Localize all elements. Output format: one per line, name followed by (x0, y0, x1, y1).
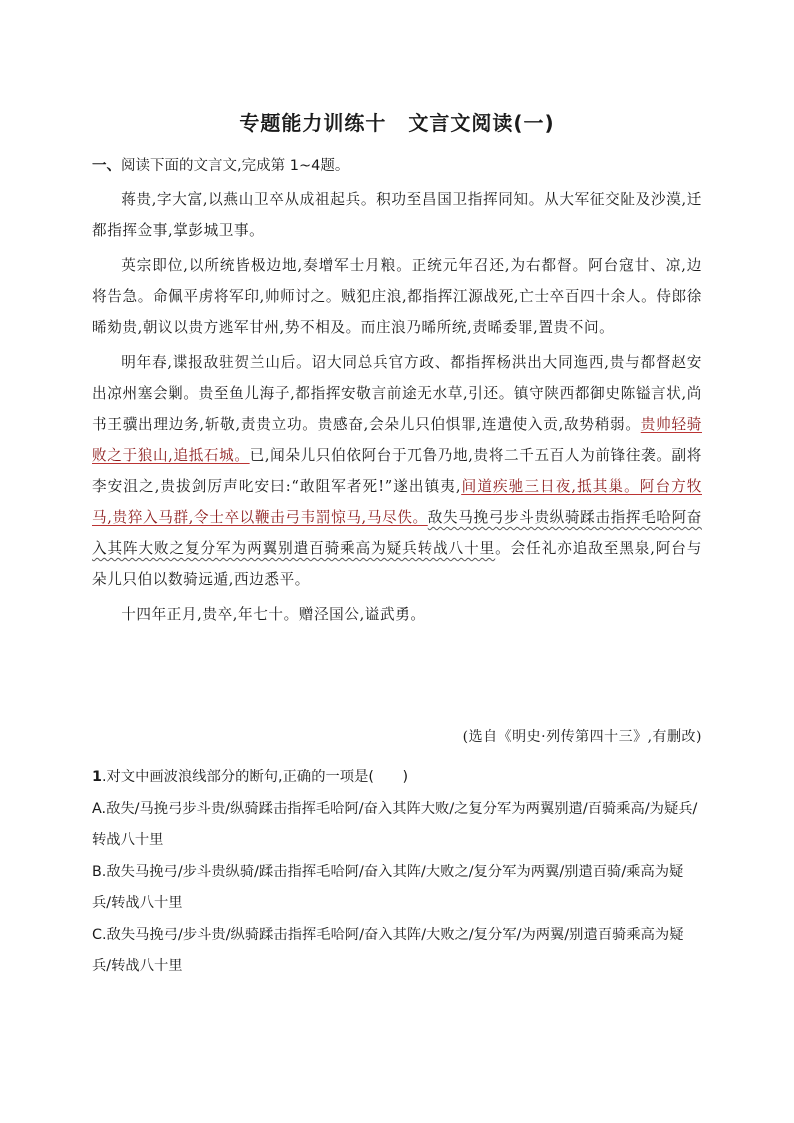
title-topic: 专题能力训练十 (239, 111, 387, 135)
underlined-sentence-1: 贵帅轻骑败之于狼山,追抵石城。 (92, 416, 702, 464)
passage-text: 已,闻朵儿只伯依阿台于兀鲁乃地,贵将二千五百人为前锋往袭。副将李安沮之,贵拔剑厉声叱安曰:“敢阻军者死!”遂出镇夷, (92, 447, 702, 495)
passage-text: 。会任礼亦追敌至黑泉,阿台与朵儿只伯以数骑远遁,西边悉平。 (92, 540, 702, 588)
question-text: .对文中画波浪线部分的断句,正确的一项是( ) (101, 769, 409, 785)
option-a: A.敌失/马挽弓步斗贵/纵骑蹂击指挥毛哈阿/奋入其阵大败/之复分军为两翼别遣/百骑乘高/为疑兵/转战八十里 (92, 800, 698, 848)
option-c: C.敌失马挽弓/步斗贵/纵骑蹂击指挥毛哈阿/奋入其阵/大败之/复分军/为两翼/别遣百骑乘高为疑兵/转战八十里 (92, 926, 684, 974)
source-citation: (选自《明史·列传第四十三》,有删改) (462, 729, 702, 745)
option-b: B.敌失马挽弓/步斗贵纵骑/蹂击指挥毛哈阿/奋入其阵/大败之/复分军为两翼/别遣百骑/乘高为疑兵/转战八十里 (92, 863, 684, 911)
question-stem (92, 762, 702, 794)
classical-passage (92, 184, 702, 634)
title-subject: 文言文阅读(一) (408, 111, 555, 135)
passage-paragraph-4: 十四年正月,贵卒,年七十。赠泾国公,谥武勇。 (121, 606, 426, 623)
question-1 (92, 762, 702, 983)
section-instruction: 阅读下面的文言文,完成第 1~4题。 (121, 158, 350, 174)
section-heading (92, 154, 349, 175)
passage-paragraph-2: 英宗即位,以所统皆极边地,奏增军士月粮。正统元年召还,为右都督。阿台寇甘、凉,边将告急。命佩平虏将军印,帅师讨之。贼犯庄浪,都指挥江源战死,亡士卒百四十余人。侍郎徐晞劾贵,朝议以贵方逃军甘州,势不相及。而庄浪乃晞所统,责晞委罪,置贵不问。 (92, 257, 702, 336)
question-number: 1 (92, 769, 102, 785)
page-title (0, 107, 794, 136)
passage-paragraph-3 (92, 347, 702, 595)
wavy-underlined-segment: 敌失马挽弓步斗贵纵骑蹂击指挥毛哈阿奋入其阵大败之复分军为两翼别遣百骑乘高为疑兵转战八十里 (92, 509, 702, 557)
section-number: 一、 (92, 158, 121, 174)
passage-text: 明年春,谍报敌驻贺兰山后。诏大同总兵官方政、都指挥杨洪出大同迤西,贵与都督赵安出凉州塞会剿。贵至鱼儿海子,都指挥安敬言前途无水草,引还。镇守陕西都御史陈镒言状,尚书王骥出理边务,斩敬,责贵立功。贵感奋,会朵儿只伯惧罪,连遣使入贡,敌势稍弱。 (92, 354, 702, 433)
underlined-sentence-2: 间道疾驰三日夜,抵其巢。阿台方牧马,贵猝入马群,令士卒以鞭击弓韦罰惊马,马尽佚。 (92, 478, 702, 526)
passage-paragraph-1: 蒋贵,字大富,以燕山卫卒从成祖起兵。积功至昌国卫指挥同知。从大军征交阯及沙漠,迁都指挥佥事,掌彭城卫事。 (92, 191, 702, 239)
